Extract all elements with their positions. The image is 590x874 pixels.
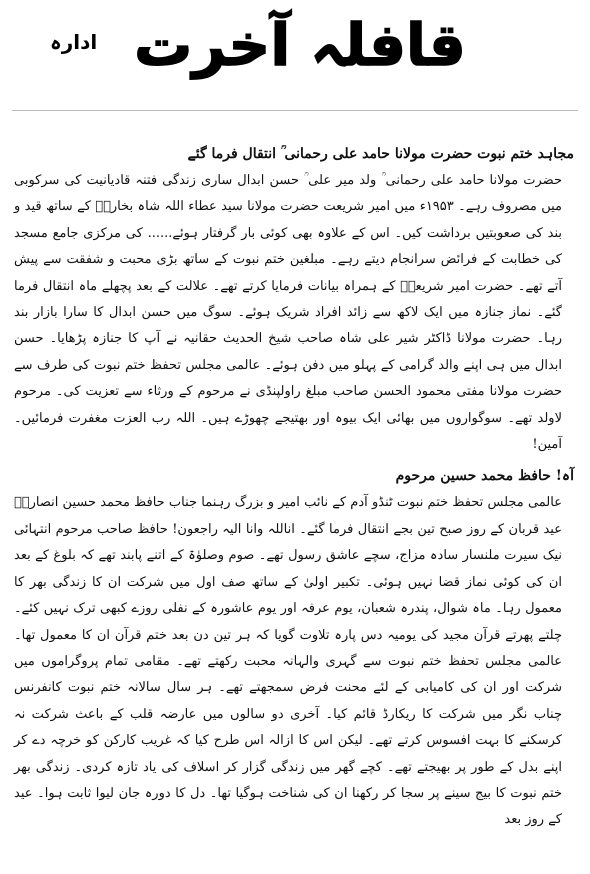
divider bbox=[12, 110, 578, 111]
byline: ادارہ bbox=[50, 30, 98, 54]
obituary-paragraph-hafiz-hussain: عالمی مجلس تحفظ ختم نبوت ٹنڈو آدم کے نائب امیر و بزرگ رہنما جناب حافظ محمد حسین انصاریؒ عید قربان کے روز صبح تین بجے انتقال فرما گئے۔ اناللہ وانا الیہ راجعون! حافظ صاحب مرحوم انتہائی نیک سیرت ملنسار سادہ مزاج، سچے عاشق رسول تھے۔ صوم وصلوٰۃ کے اتنے پابند تھے کہ بلوغ کے بعد ان کی کوئی نماز قضا نہیں ہوئی۔ تکبیر اولیٰ کے ساتھ صف اول میں شرکت ان کا زندگی بھر کا معمول رہا۔ ماہ شوال، پندرہ شعبان، یوم عرفہ اور یوم عاشورہ کے نفلی روزے کبھی ترک نہیں کئے۔ چلتے پھرتے قرآن مجید کی یومیہ دس پارہ تلاوت گویا کہ ہر تین دن بعد ختم قرآن ان کا معمول تھا۔ عالمی مجلس تحفظ ختم نبوت سے گہری والہانہ محبت رکھتے تھے۔ مقامی تمام پروگراموں میں شرکت اور ان کی کامیابی کے لئے محنت فرض سمجھتے تھے۔ ہر سال سالانہ ختم نبوت کانفرنس چناب نگر میں شرکت کا ریکارڈ قائم کیا۔ آخری دو سالوں میں عارضہ قلب کے باعث شرکت نہ کرسکنے کا بہت افسوس کرتے تھے۔ لیکن اس کا ازالہ اس طرح کیا کہ غریب کارکن کو خرچہ دے کر اپنے بدل کے طور پر بھیجتے تھے۔ کچے گھر میں زندگی گزار کر اسلاف کی یاد تازہ کردی۔ زندگی بھر ختم نبوت کا بیج سینے پر سجا کر رکھنا ان کی شناخت ہوگیا تھا۔ دل کا دورہ جان لیوا ثابت ہوا۔ عید کے روز بعد bbox=[14, 495, 562, 828]
obituary-heading-rahmani: مجاہد ختم نبوت حضرت مولانا حامد علی رحمانی ؒ انتقال فرما گئے bbox=[187, 146, 574, 162]
masthead bbox=[0, 0, 590, 112]
article-body bbox=[14, 140, 574, 834]
page-title: قافلہ آخرت bbox=[134, 11, 466, 79]
obituary-heading-hafiz-hussain: آہ! حافظ محمد حسین مرحوم bbox=[395, 468, 574, 485]
obituary-paragraph-rahmani: حضرت مولانا حامد علی رحمانی ؒ ولد میر علی ؒ حسن ابدال ساری زندگی فتنہ قادیانیت کی سرکوبی میں مصروف رہے۔ ۱۹۵۳ء میں امیر شریعت حضرت مولانا سید عطاء اللہ شاہ بخاریؒ کے ساتھ قید و بند کی صعوبتیں برداشت کیں۔ اس کے علاوہ بھی کوئی بار گرفتار ہوئے...... کی مرکزی جامع مسجد کی خطابت کے فرائض سرانجام دیتے رہے۔ مبلغین ختم نبوت کے ساتھ بڑی محبت و شفقت سے پیش آتے تھے۔ حضرت امیر شریعتؒ کے ہمراہ بیانات فرمایا کرتے تھے۔ علالت کے بعد پچھلے ماہ انتقال فرما گئے۔ نماز جنازہ میں ایک لاکھ سے زائد افراد شریک ہوئے۔ سوگ میں حسن ابدال کا سارا بازار بند رہا۔ حضرت مولانا ڈاکٹر شیر علی شاہ صاحب شیخ الحدیث حقانیہ نے آپ کا جنازہ پڑھایا۔ حسن ابدال میں ہی اپنے والد گرامی کے پہلو میں دفن ہوئے۔ عالمی مجلس تحفظ ختم نبوت کی طرف سے حضرت مولانا مفتی محمود الحسن صاحب مبلغ راولپنڈی نے مرحوم کے ورثاء سے تعزیت کی۔ مرحوم لاولد تھے۔ سوگواروں میں بھائی ایک بیوہ اور بھتیجے چھوڑے ہیں۔ اللہ رب العزت مغفرت فرمائیں۔ آمین! bbox=[14, 173, 562, 453]
